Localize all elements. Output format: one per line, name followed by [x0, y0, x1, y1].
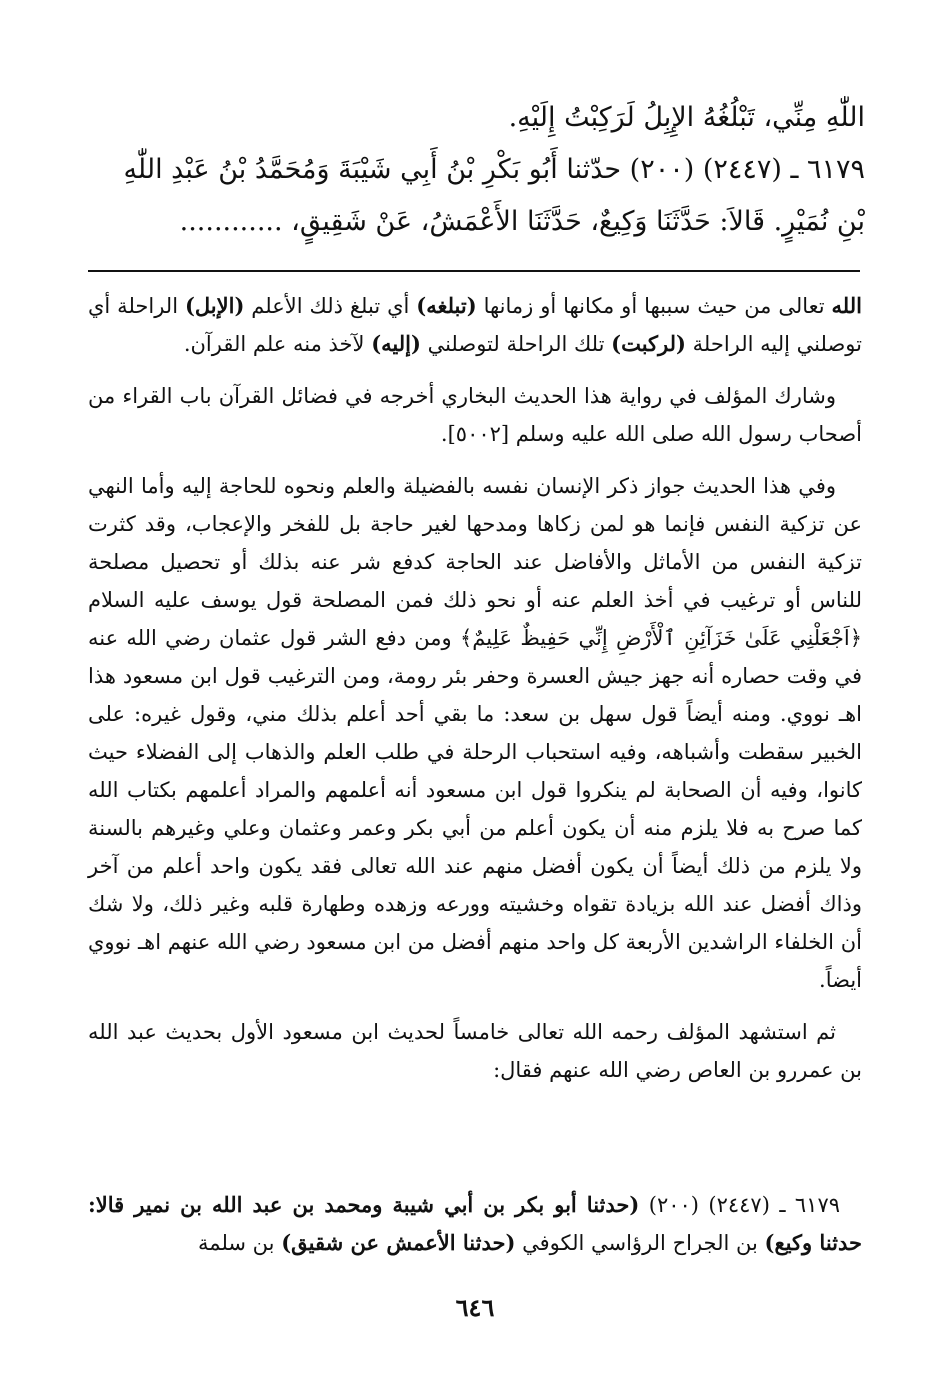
- commentary-text: تلك الراحلة لتوصلني: [420, 332, 612, 356]
- page-number: ٦٤٦: [455, 1293, 495, 1322]
- commentary-text: الراحلة أي توصلني إليه الراحلة: [88, 294, 862, 356]
- hadith-line-1: اللّٰهِ مِنِّي، تَبْلُغُهُ الإِبِلُ لَرَكِبْتُ إِلَيْهِ.: [508, 102, 865, 133]
- commentary-block: [88, 287, 862, 1103]
- commentary-term: (الإبل): [184, 293, 245, 318]
- commentary-text: أي تبلغ ذلك الأعلم: [244, 294, 417, 318]
- closing-text: بن سلمة: [198, 1231, 282, 1255]
- commentary-paragraph-3: وفي هذا الحديث جواز ذكر الإنسان نفسه بالفضيلة والعلم ونحوه للحاجة إليه وأما النهي عن تزكية النفس فإنما هو لمن زكاها ومدحها لغير حاجة بل للفخر والإعجاب، وقد كثرت تزكية النفس من الأماثل والأفاضل عند الحاجة كدفع شر عنه بذلك أو تحصيل مصلحة للناس أو ترغيب في أخذ العلم عنه أو نحو ذلك فمن المصلحة قول يوسف عليه السلام ﴿اَجْعَلْنِي عَلَىٰ خَزَآئِنِ ٱلْأَرْضِ إِنِّي حَفِيظٌ عَلِيمٌ﴾ ومن دفع الشر قول عثمان رضي الله عنه في وقت حصاره أنه جهز جيش العسرة وحفر بئر رومة، ومن الترغيب قول ابن مسعود هذا اهـ نووي. ومنه أيضاً قول سهل بن سعد: ما بقي أحد أعلم بذلك مني، وقول غيره: على الخبير سقطت وأشباهه، وفيه استحباب الرحلة في طلب العلم والذهاب إلى الفضلاء حيث كانوا، وفيه أن الصحابة لم ينكروا قول ابن مسعود أنه أعلمهم والمراد أعلمهم بكتاب الله كما صرح به فلا يلزم منه أن يكون أعلم من أبي بكر وعمر وعثمان وعلي وغيرهم بالسنة ولا يلزم من ذلك أيضاً أن يكون أفضل منهم عند الله تعالى فقد يكون واحد أعلم من آخر وذاك أفضل عند الله بزيادة تقواه وخشيته وورعه وزهده وطهارة قلبه وغير ذلك، ولا شك أن الخلفاء الراشدين الأربعة كل واحد منهم أفضل من ابن مسعود رضي الله عنهم اهـ نووي أيضاً.: [88, 474, 862, 992]
- commentary-term: (إليه): [371, 331, 421, 356]
- commentary-term: الله: [831, 293, 862, 318]
- commentary-text: تعالى من حيث سببها أو مكانها أو زمانها: [476, 294, 832, 318]
- commentary-term: (لركبت): [611, 331, 686, 356]
- commentary-term: (تبلغه): [416, 293, 477, 318]
- closing-hadith-block: [88, 1186, 862, 1262]
- closing-text: بن الجراح الرؤاسي الكوفي: [515, 1231, 765, 1255]
- separator-rule: [88, 270, 860, 272]
- commentary-paragraph-4: ثم استشهد المؤلف رحمه الله تعالى خامساً لحديث ابن مسعود الأول بحديث عبد الله بن عمررو بن العاص رضي الله عنهم فقال:: [88, 1020, 862, 1082]
- commentary-text: لآخذ منه علم القرآن.: [183, 332, 372, 356]
- commentary-paragraph-2: وشارك المؤلف في رواية هذا الحديث البخاري أخرجه في فضائل القرآن باب القراء من أصحاب رسول الله صلى الله عليه وسلم [٥٠٠٢].: [88, 384, 862, 446]
- hadith-line-3: بْنِ نُمَيْرٍ. قَالاَ: حَدَّثَنَا وَكِيعٌ، حَدَّثَنَا الأَعْمَشُ، عَنْ شَقِيقٍ، ............: [179, 206, 865, 237]
- closing-term: (حدثنا أبو بكر بن أبي شيبة ومحمد بن عبد الله بن نمير قالا: حدثنا وكيع): [88, 1192, 862, 1255]
- closing-term: (حدثنا الأعمش عن شقيق): [281, 1230, 516, 1255]
- hadith-line-2: ٦١٧٩ ـ (٢٤٤٧) (٢٠٠) حدّثنا أَبُو بَكْرِ بْنُ أَبِي شَيْبَةَ وَمُحَمَّدُ بْنُ عَبْدِ اللّٰهِ: [123, 154, 865, 185]
- closing-number: ٦١٧٩ ـ (٢٤٤٧) (٢٠٠): [639, 1193, 841, 1217]
- hadith-text-block: [90, 92, 865, 248]
- commentary-paragraph-1: [88, 287, 862, 363]
- closing-paragraph: [88, 1186, 862, 1262]
